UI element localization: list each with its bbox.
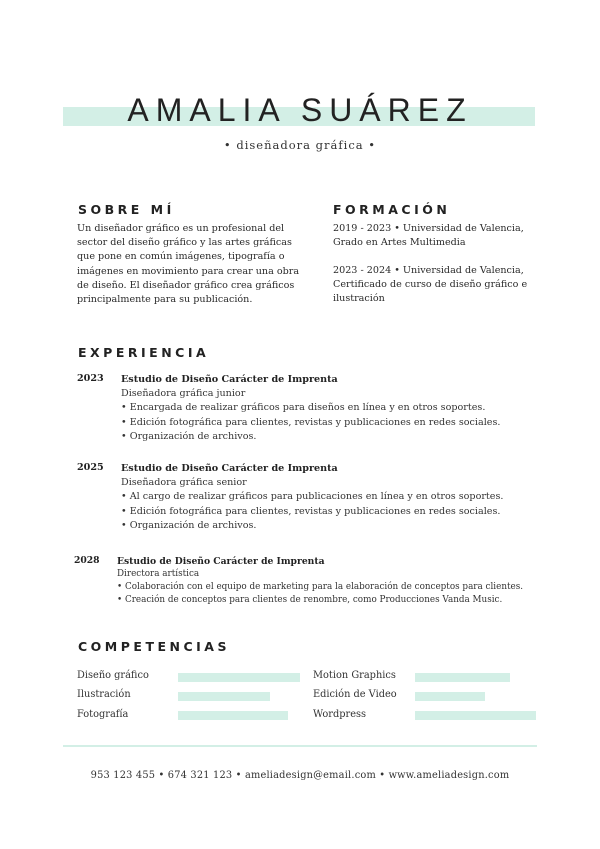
skill-label: Edición de Video (313, 689, 397, 700)
skills-title: COMPETENCIAS (78, 639, 230, 654)
about-line: que pone en común imágenes, tipografía o (77, 251, 285, 263)
about-line: Un diseñador gráfico es un profesional del (77, 223, 285, 234)
job-company: Estudio de Diseño Carácter de Imprenta (117, 556, 325, 567)
education-line: Certificado de curso de diseño gráfico e (333, 279, 528, 291)
education-line: 2023 - 2024 • Universidad de Valencia, (333, 265, 524, 276)
skill-label: Fotografía (77, 709, 129, 720)
skill-level-bar (178, 692, 270, 701)
job-entry (117, 555, 523, 607)
skill-label: Diseño gráfico (77, 670, 149, 681)
skill-label: Ilustración (77, 689, 131, 700)
job-bullet: • Edición fotográfica para clientes, revistas y publicaciones en redes sociales. (121, 416, 501, 428)
about-line: principalmente para su publicación. (77, 294, 253, 306)
skill-level-bar (415, 711, 536, 720)
job-bullet: • Organización de archivos. (121, 519, 257, 531)
job-year: 2025 (77, 462, 104, 473)
skill-level-bar (415, 673, 510, 682)
education-line: 2019 - 2023 • Universidad de Valencia, (333, 223, 524, 234)
job-position: Diseñadora gráfica senior (121, 477, 247, 489)
education-line: Grado en Artes Multimedia (333, 237, 466, 249)
job-bullet: • Al cargo de realizar gráficos para publicaciones en línea y en otros soportes. (121, 491, 504, 503)
job-bullet: • Creación de conceptos para clientes de renombre, como Producciones Vanda Music. (117, 595, 503, 605)
job-entry (121, 373, 500, 444)
skill-level-bar (415, 692, 485, 701)
about-text (77, 222, 317, 307)
job-company: Estudio de Diseño Carácter de Imprenta (121, 374, 338, 385)
job-position: Directora artística (117, 569, 200, 579)
job-bullet: • Edición fotográfica para clientes, revistas y publicaciones en redes sociales. (121, 505, 501, 517)
job-bullet: • Encargada de realizar gráficos para diseños en línea y en otros soportes. (121, 402, 486, 414)
skill-label: Wordpress (313, 709, 367, 720)
candidate-name: AMALIA SUÁREZ (127, 92, 473, 128)
job-position: Diseñadora gráfica junior (121, 388, 246, 400)
footer-divider (63, 745, 537, 747)
candidate-role: • diseñadora gráfica • (223, 138, 377, 152)
education-line: ilustración (333, 293, 385, 305)
about-title: SOBRE MÍ (78, 202, 175, 217)
education-title: FORMACIÓN (333, 202, 451, 217)
about-line: sector del diseño gráfico y las artes gráficas (77, 237, 292, 249)
job-year: 2023 (77, 373, 104, 384)
job-year: 2028 (74, 555, 100, 566)
skill-level-bar (178, 711, 288, 720)
education-entry (333, 264, 553, 307)
education-entry (333, 222, 553, 250)
job-bullet: • Organización de archivos. (121, 430, 257, 442)
about-line: de diseño. El diseñador gráfico crea gráficos (77, 279, 295, 291)
job-entry (121, 462, 503, 533)
skill-level-bar (178, 673, 300, 682)
job-company: Estudio de Diseño Carácter de Imprenta (121, 463, 338, 474)
job-bullet: • Colaboración con el equipo de marketing para la elaboración de conceptos para clientes. (117, 582, 524, 592)
contact-line: 953 123 455 • 674 321 123 • ameliadesign@email.com • www.ameliadesign.com (90, 770, 510, 781)
experience-title: EXPERIENCIA (78, 345, 210, 360)
about-line: imágenes en movimiento para crear una obra (77, 265, 300, 277)
skill-label: Motion Graphics (313, 670, 396, 681)
